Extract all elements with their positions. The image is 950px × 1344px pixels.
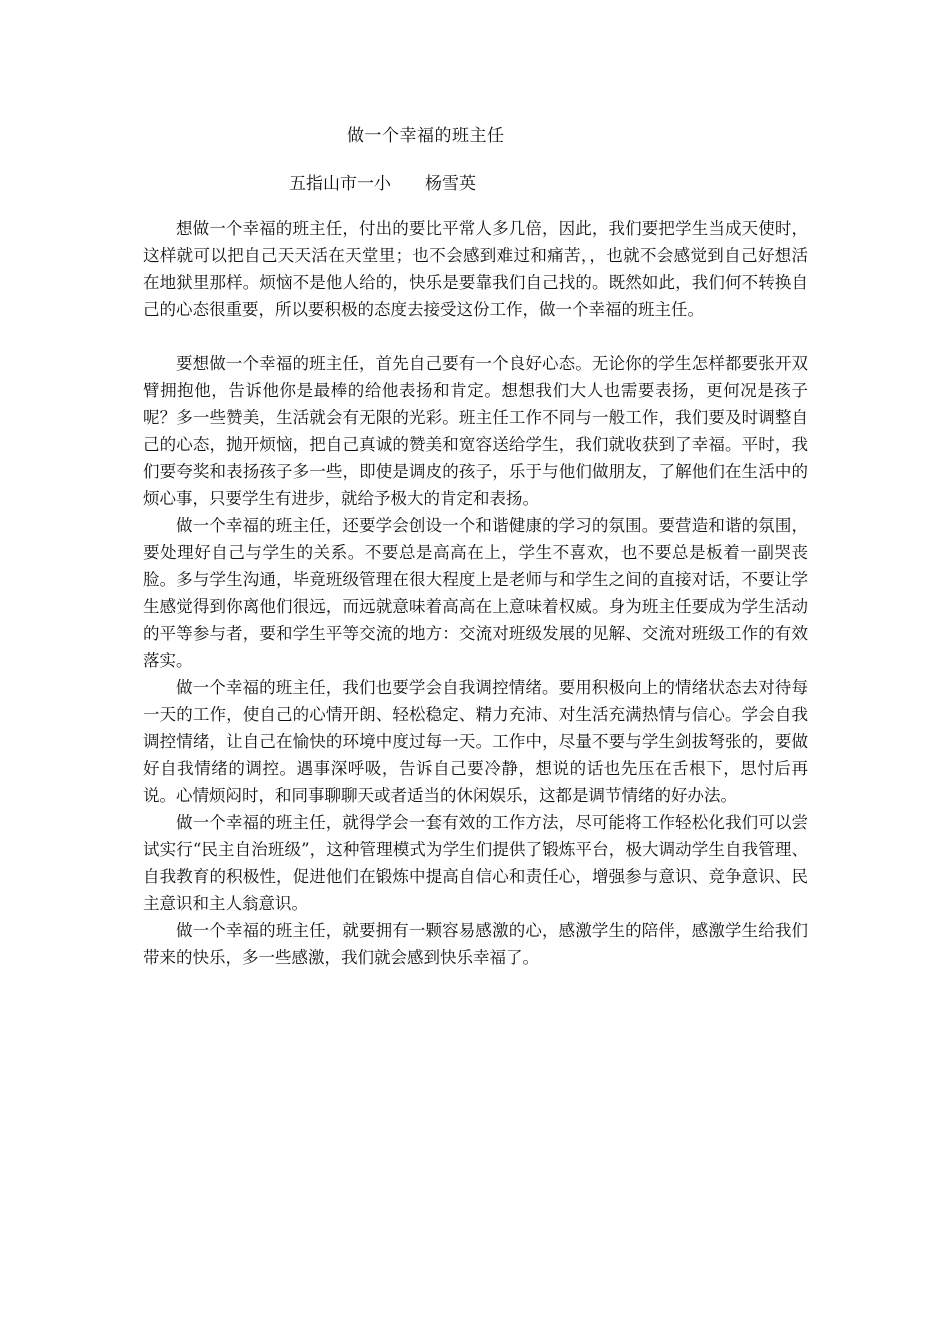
paragraph-atmosphere: 做一个幸福的班主任，还要学会创设一个和谐健康的学习的氛围。要营造和谐的氛围，要处理好自己与学生的关系。不要总是高高在上，学生不喜欢，也不要总是板着一副哭丧脸。多与学生沟通，毕竟班级管理在很大程度上是老师与和学生之间的直接对话，不要让学生感觉得到你离他们很远，而远就意味着高高在上意味着权威。身为班主任要成为学生活动的平等参与者，要和学生平等交流的地方：交流对班级发展的见解、交流对班级工作的有效落实。 [143, 516, 808, 670]
paragraph-gratitude: 做一个幸福的班主任，就要拥有一颗容易感激的心，感激学生的陪伴，感激学生给我们带来的快乐，多一些感激，我们就会感到快乐幸福了。 [143, 921, 808, 967]
page-title: 做一个幸福的班主任 [347, 126, 505, 146]
paragraph-method: 做一个幸福的班主任，就得学会一套有效的工作方法，尽可能将工作轻松化我们可以尝试实行“民主自治班级”，这种管理模式为学生们提供了锻炼平台，极大调动学生自我管理、自我教育的积极性，促进他们在锻炼中提高自信心和责任心，增强参与意识、竞争意识、民主意识和主人翁意识。 [143, 813, 808, 913]
paragraph-emotion: 做一个幸福的班主任，我们也要学会自我调控情绪。要用积极向上的情绪状态去对待每一天的工作，使自己的心情开朗、轻松稳定、精力充沛、对生活充满热情与信心。学会自我调控情绪，让自己在愉快的环境中度过每一天。工作中，尽量不要与学生剑拔弩张的，要做好自我情绪的调控。遇事深呼吸，告诉自己要冷静，想说的话也先压在舌根下，思忖后再说。心情烦闷时，和同事聊聊天或者适当的休闲娱乐，这都是调节情绪的好办法。 [143, 678, 808, 805]
author-name: 杨雪英 [425, 174, 476, 194]
paragraph-mindset: 要想做一个幸福的班主任，首先自己要有一个良好心态。无论你的学生怎样都要张开双臂拥抱他，告诉他你是最棒的给他表扬和肯定。想想我们大人也需要表扬，更何况是孩子呢？多一些赞美，生活就会有无限的光彩。班主任工作不同与一般工作，我们要及时调整自己的心态，抛开烦恼，把自己真诚的赞美和宽容送给学生，我们就收获到了幸福。平时，我们要夸奖和表扬孩子多一些，即使是调皮的孩子，乐于与他们做朋友，了解他们在生活中的烦心事，只要学生有进步，就给予极大的肯定和表扬。 [143, 354, 808, 508]
paragraph-intro: 想做一个幸福的班主任，付出的要比平常人多几倍，因此，我们要把学生当成天使时，这样就可以把自己天天活在天堂里；也不会感到难过和痛苦，，也就不会感觉到自己好想活在地狱里那样。烦恼不是他人给的，快乐是要靠我们自己找的。既然如此，我们何不转换自己的心态很重要，所以要积极的态度去接受这份工作，做一个幸福的班主任。 [143, 219, 808, 319]
author-school: 五指山市一小 [289, 174, 391, 194]
article-body [143, 215, 808, 971]
author-line [289, 172, 476, 196]
